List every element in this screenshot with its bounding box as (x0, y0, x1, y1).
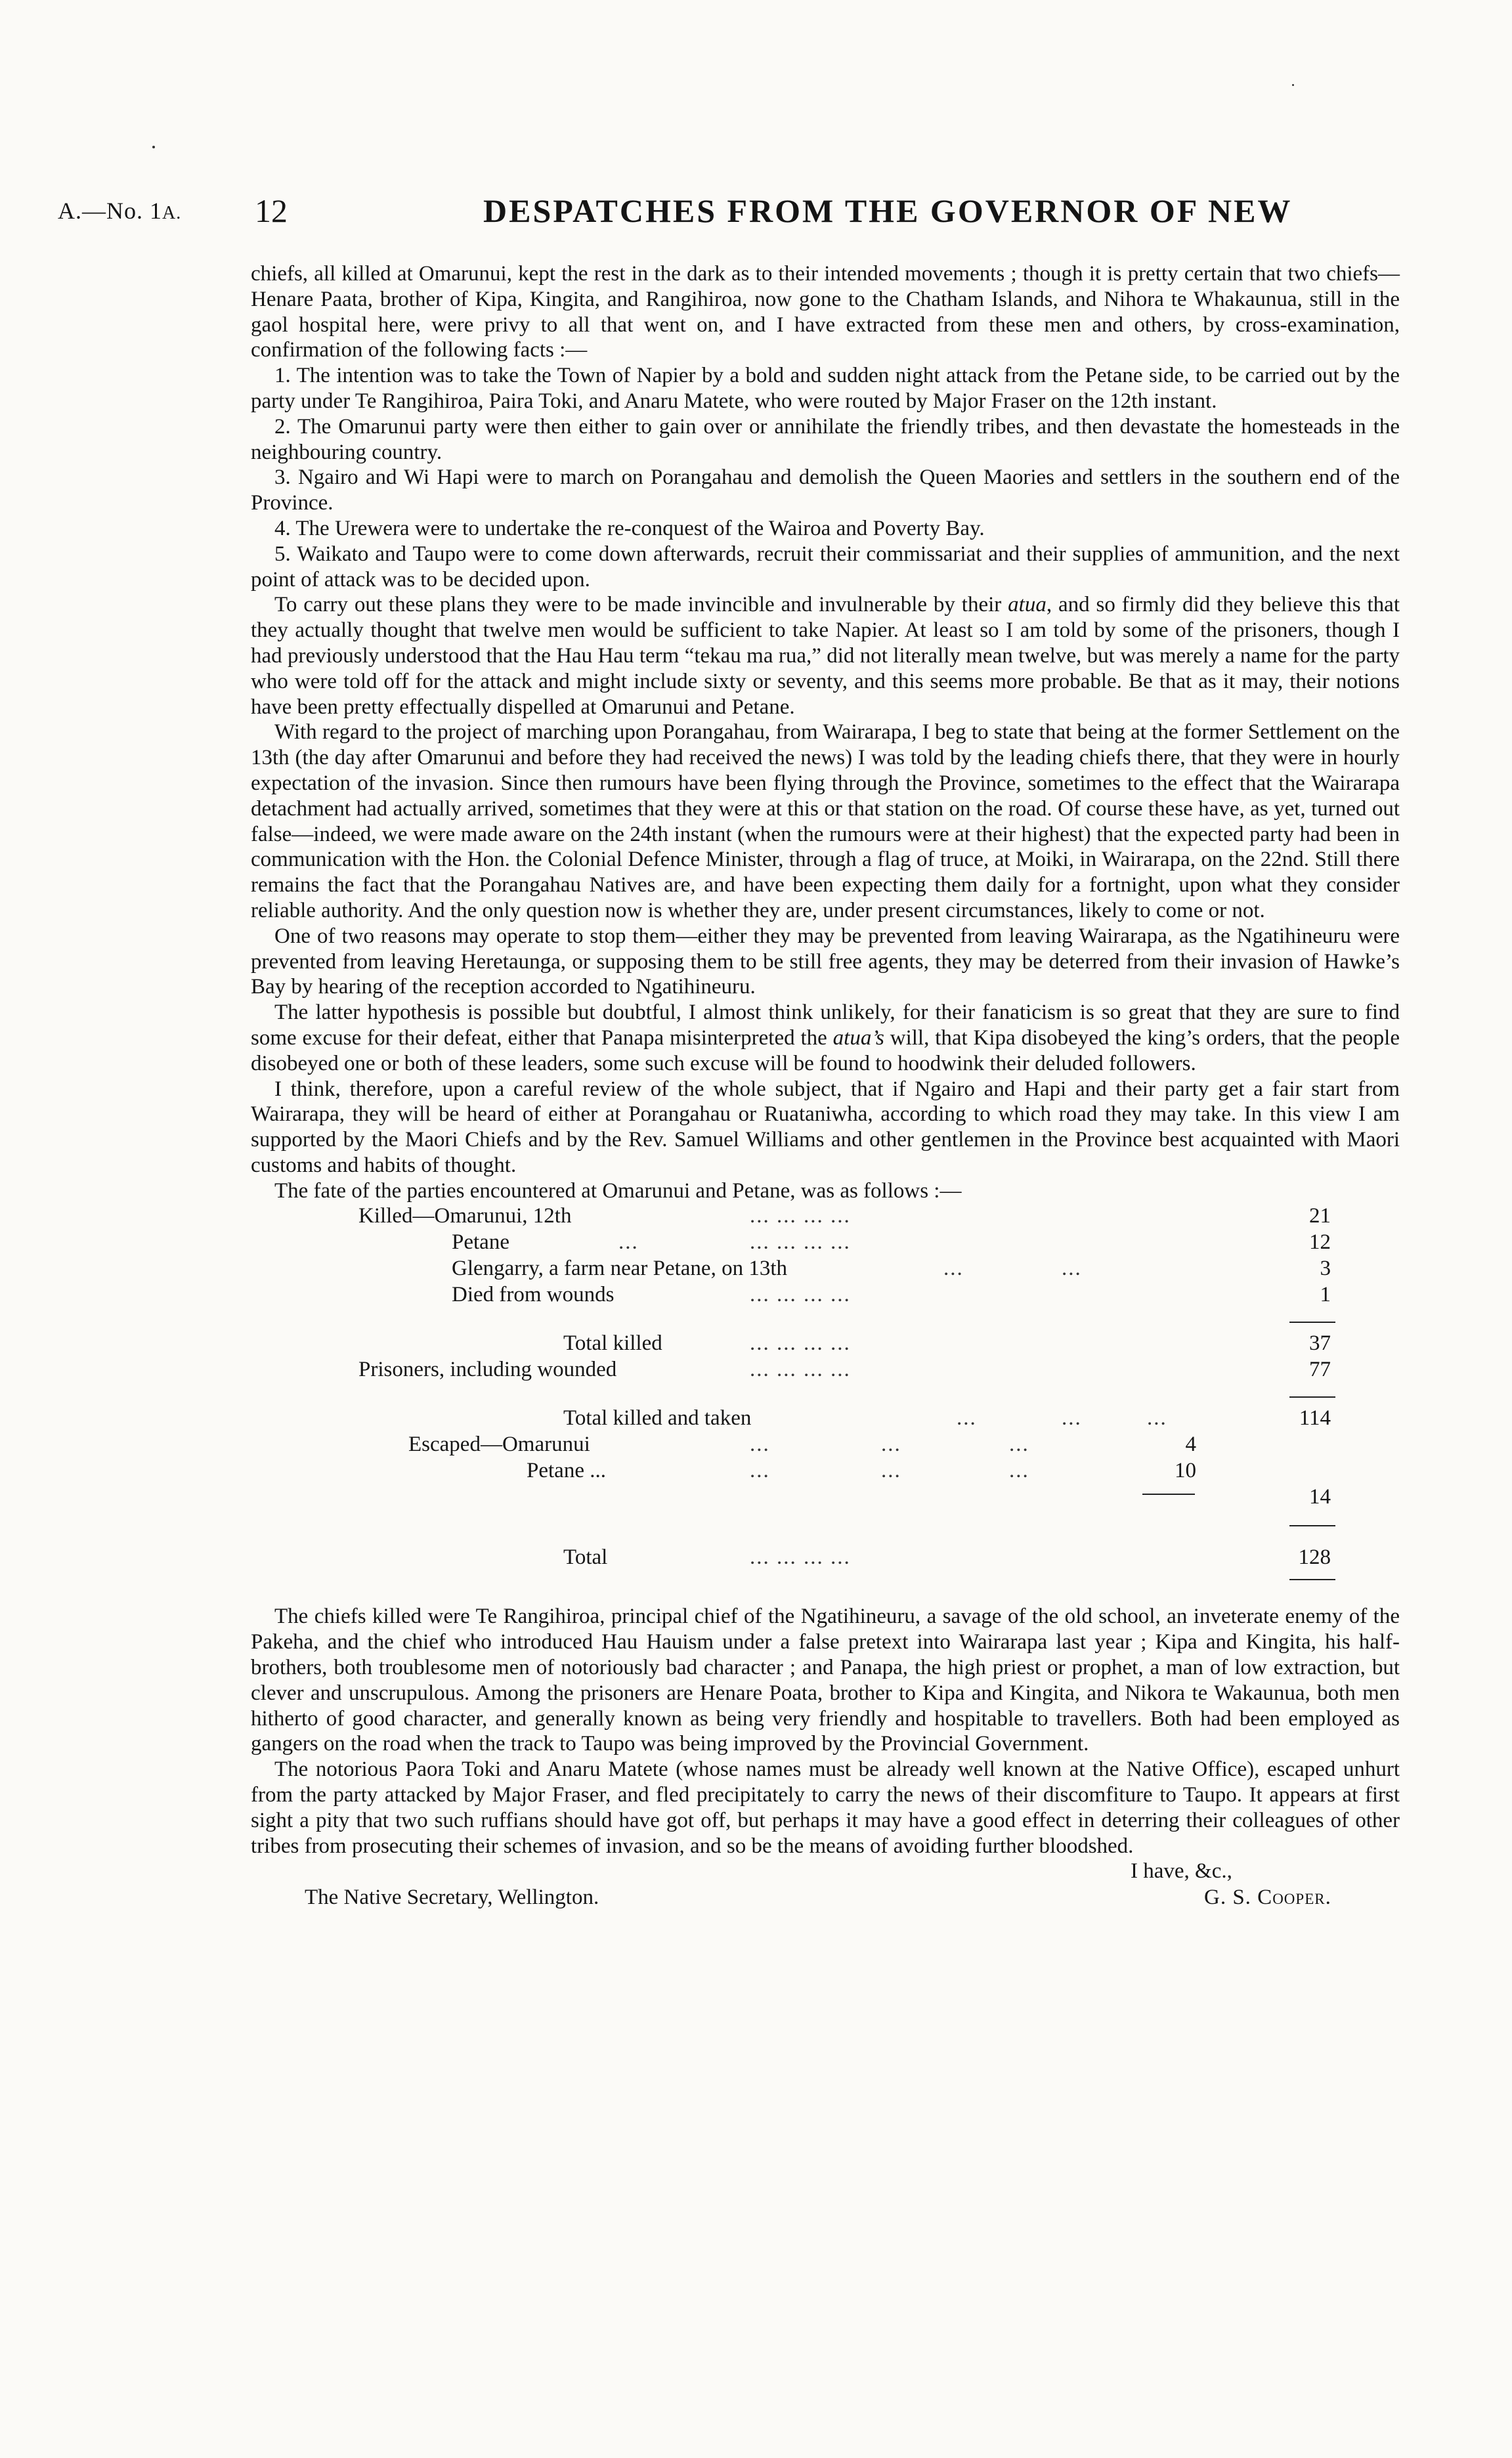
leader-dots: ... (1062, 1406, 1082, 1431)
paragraph (251, 592, 1400, 720)
reference-suffix: A. (162, 203, 182, 223)
leader-dots: ... ... ... ... (750, 1545, 851, 1570)
leader-dots: ... (750, 1433, 770, 1457)
table-row (251, 1357, 1400, 1383)
reference-number: A.—No. 1 (58, 198, 162, 224)
leader-dots: ... (881, 1459, 901, 1483)
leader-dots: ... ... ... ... (750, 1283, 851, 1307)
casualty-table (251, 1203, 1400, 1604)
paragraph-text: To carry out these plans they were to be made invincible and invulnerable by their (274, 593, 1008, 617)
leader-dots: ... (1062, 1257, 1082, 1281)
paragraph: One of two reasons may operate to stop them—either they may be prevented from leaving Wairarapa, as the Ngatihineuru were prevented from leaving Heretaunga, or supposing them to be still free agents, they may be deterred from their invasion of Hawke’s Bay by hearing of the reception accorded to Ngatihineuru. (251, 924, 1400, 999)
row-label: Died from wounds (452, 1283, 615, 1307)
paragraph-text: The latter hypothesis is possible but doubtful, I almost think unlikely, for their fanaticism is so great that they are sure to find some excuse for their defeat, either that Panapa misinterpreted the (251, 1001, 1400, 1050)
table-row (251, 1406, 1400, 1432)
row-value: 114 (1299, 1406, 1331, 1431)
list-item: 1. The intention was to take the Town of Napier by a bold and sudden night attack from the Petane side, to be carried out by the party under Te Rangihiroa, Paira Toki, and Anaru Matete, who were routed by Major Fraser on the 12th instant. (251, 364, 1400, 413)
list-item: 5. Waikato and Taupo were to come down afterwards, recruit their commissariat and their supplies of ammunition, and the next point of attack was to be decided upon. (251, 542, 1400, 592)
row-value: 128 (1298, 1545, 1331, 1570)
page-speck (1292, 84, 1294, 86)
table-row (251, 1256, 1400, 1282)
leader-dots: ... ... ... ... (750, 1331, 851, 1356)
sum-rule (1289, 1396, 1335, 1398)
row-label: Glengarry, a farm near Petane, on 13th (452, 1257, 787, 1281)
addressee: The Native Secretary, Wellington. (305, 1886, 599, 1910)
paragraph: The chiefs killed were Te Rangihiroa, principal chief of the Ngatihineuru, a savage of the old school, an inveterate enemy of the Pakeha, and the chief who introduced Hau Hauism under a false pretext into Wairarapa last year ; Kipa and Kingita, his half-brothers, both troublesome men of notoriously bad character ; and Panapa, the high priest or prophet, a man of low extraction, but clever and unscrupulous. Among the prisoners are Henare Poata, brother to Kipa and Kingita, and Nikora te Wakaunua, both men hitherto of good character, and generally known as being very friendly and hospitable to travellers. Both had been employed as gangers on the road when the track to Taupo was being improved by the Provincial Government. (251, 1605, 1400, 1756)
sum-rule (1289, 1322, 1335, 1323)
italic-term: atua’s (832, 1025, 884, 1050)
row-value: 77 (1309, 1358, 1331, 1382)
paragraph-text: will, that Kipa disobeyed the king’s orders, that the people disobeyed one or both of these leaders, some such excuse will be found to hoodwink their deluded followers. (251, 1025, 1400, 1075)
leader-dots: ... ... ... ... (750, 1204, 851, 1228)
italic-term: atua (1008, 593, 1047, 617)
leader-dots: ... (1009, 1433, 1029, 1457)
leader-dots: ... (1147, 1406, 1167, 1431)
paragraph: With regard to the project of marching upon Porangahau, from Wairarapa, I beg to state that being at the former Settlement on the 13th (the day after Omarunui and before they had received the news) I was told by the leading chiefs there, that they were in hourly expectation of the invasion. Since then rumours have been flying through the Province, sometimes to the effect that the Wairarapa detachment had actually arrived, sometimes that they were at this or that station on the road. Of course these have, as yet, turned out false—indeed, we were made aware on the 24th instant (when the rumours were at their highest) that the expected party had been in communication with the Hon. the Colonial Defence Minister, through a flag of truce, at Moiki, in Wairarapa, on the 22nd. Still there remains the fact that the Porangahau Natives are, and have been expecting them daily for a fortnight, upon what they consider reliable authority. And the only question now is whether they are, under present circumstances, likely to come or not. (251, 720, 1400, 922)
paragraph: The notorious Paora Toki and Anaru Matete (whose names must be already well known at the Native Office), escaped unhurt from the party attacked by Major Fraser, and fled precipitately to carry the news of their discomfiture to Taupo. It appears at first sight a pity that two such ruffians should have got off, but perhaps it may have a good effect in deterring their colleagues of other tribes from prosecuting their schemes of invasion, and so be the means of avoiding further bloodshed. (251, 1757, 1400, 1858)
row-value: 3 (1320, 1257, 1331, 1281)
list-item: 2. The Omarunui party were then either to gain over or annihilate the friendly tribes, and then devastate the homesteads in the neighbouring country. (251, 414, 1400, 464)
row-label: Total killed (563, 1331, 662, 1356)
page-title: DESPATCHES FROM THE GOVERNOR OF NEW (483, 192, 1293, 229)
row-value: 10 (1175, 1459, 1196, 1483)
row-label: Killed—Omarunui, 12th (358, 1204, 572, 1228)
leader-dots: ... (881, 1433, 901, 1457)
row-label: Prisoners, including wounded (358, 1358, 617, 1382)
paragraph: The fate of the parties encountered at Omarunui and Petane, was as follows :— (274, 1178, 962, 1203)
list-item: 4. The Urewera were to undertake the re-conquest of the Wairoa and Poverty Bay. (274, 516, 985, 540)
document-body (251, 261, 1400, 1911)
document-reference (58, 197, 181, 225)
leader-dots: ... (618, 1230, 639, 1255)
paragraph (251, 1000, 1400, 1076)
leader-dots: ... (1009, 1459, 1029, 1483)
row-label: Total (563, 1545, 608, 1570)
sum-rule (1289, 1579, 1335, 1580)
paragraph-text: , and so firmly did they believe this that they actually thought that twelve men would be sufficient to take Napier. At least so I am told by some of the prisoners, though I had previously understood that the Hau Hau term “tekau ma rua,” did not literally mean twelve, but was merely a name for the party who were told off for the attack and might include sixty or seventy, and this seems more probable. Be that as it may, their notions have been pretty effectually dispelled at Omarunui and Petane. (251, 593, 1400, 719)
row-value: 1 (1320, 1283, 1331, 1307)
page-number: 12 (255, 192, 288, 229)
leader-dots: ... (957, 1406, 977, 1431)
row-label: Escaped—Omarunui (408, 1433, 590, 1457)
leader-dots: ... ... ... ... (750, 1230, 851, 1255)
closing-phrase: I have, &c., (1131, 1859, 1232, 1884)
page-speck (152, 146, 155, 148)
table-row (251, 1203, 1400, 1230)
table-row (251, 1282, 1400, 1308)
table-row (251, 1230, 1400, 1256)
table-row (251, 1458, 1400, 1484)
table-row (251, 1484, 1400, 1511)
row-value: 12 (1309, 1230, 1331, 1255)
leader-dots: ... (943, 1257, 964, 1281)
list-item: 3. Ngairo and Wi Hapi were to march on Porangahau and demolish the Queen Maories and settlers in the southern end of the Province. (251, 465, 1400, 515)
row-label: Petane (452, 1230, 509, 1255)
row-value: 21 (1309, 1204, 1331, 1228)
leader-dots: ... ... ... ... (750, 1358, 851, 1382)
row-value: 4 (1185, 1433, 1196, 1457)
table-row (251, 1331, 1400, 1357)
row-value: 14 (1309, 1485, 1331, 1509)
row-label: Total killed and taken (563, 1406, 752, 1431)
running-header (58, 192, 1410, 238)
leader-dots: ... (750, 1459, 770, 1483)
row-value: 37 (1309, 1331, 1331, 1356)
table-row (251, 1545, 1400, 1571)
sum-rule (1289, 1525, 1335, 1526)
row-label: Petane ... (527, 1459, 606, 1483)
signature: G. S. Cooper. (1204, 1886, 1331, 1910)
signature-block (251, 1859, 1400, 1911)
table-row (251, 1432, 1400, 1458)
paragraph: I think, therefore, upon a careful review of the whole subject, that if Ngairo and Hapi and their party get a fair start from Wairarapa, they will be heard of either at Porangahau or Ruataniwha, according to which road they may take. In this view I am supported by the Maori Chiefs and by the Rev. Samuel Williams and other gentlemen in the Province best acquainted with Maori customs and habits of thought. (251, 1077, 1400, 1177)
paragraph: chiefs, all killed at Omarunui, kept the rest in the dark as to their intended movements ; though it is pretty certain that two chiefs—Henare Paata, brother of Kipa, Kingita, and Rangihiroa, now gone to the Chatham Islands, and Nihora te Whakaunua, still in the gaol hospital here, were privy to all that went on, and I have extracted from these men and others, by cross-examination, confirmation of the following facts :— (251, 262, 1400, 362)
